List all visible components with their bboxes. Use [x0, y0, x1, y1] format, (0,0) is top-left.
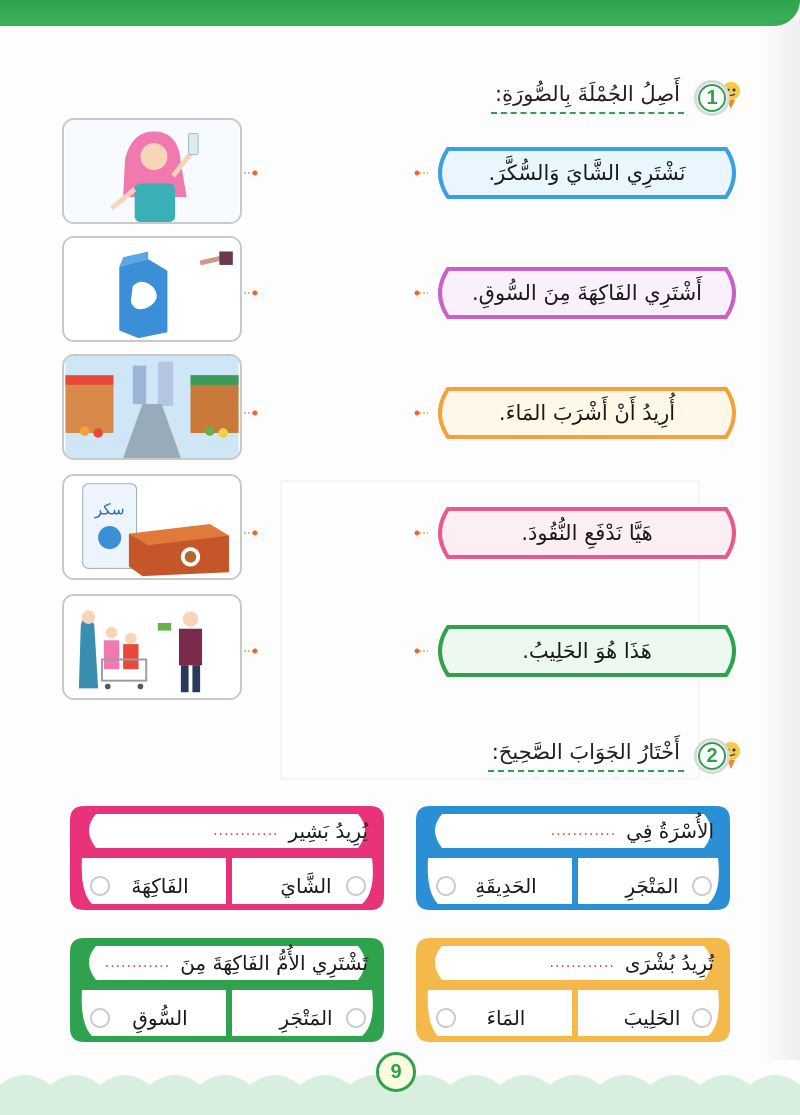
choice-2-option-1-radio[interactable] [346, 876, 366, 896]
sentence-card-4[interactable] [428, 506, 746, 560]
choice-1-option-2[interactable]: الحَدِيقَةِ [475, 874, 537, 898]
choice-4-option-2[interactable]: السُّوقِ [132, 1006, 188, 1030]
section2-number: 2 [698, 742, 726, 770]
girl-with-water-bottle-image [64, 120, 240, 222]
choice-2-option-2-radio[interactable] [90, 876, 110, 896]
picture-card-2[interactable] [62, 236, 242, 342]
sentence-text-1: نَشْتَرِي الشَّايَ وَالسُّكَّرَ. [488, 161, 686, 185]
sentence-card-3[interactable] [428, 386, 746, 440]
choice-question-text-2: يُرِيدُ بَشِير [288, 819, 368, 843]
sentence-dot-2[interactable] [414, 290, 428, 296]
choice-box-3 [412, 934, 734, 1046]
sentence-dot-1[interactable] [414, 170, 428, 176]
sentence-dot-5[interactable] [414, 648, 428, 654]
milk-carton-image [64, 238, 240, 340]
family-shopping-image [64, 596, 240, 698]
picture-dot-1[interactable] [244, 170, 258, 176]
sentence-dot-3[interactable] [414, 410, 428, 416]
picture-dot-4[interactable] [244, 530, 258, 536]
choice-box-2 [66, 802, 388, 914]
page-edge-shadow [760, 20, 800, 1060]
section2-number-badge [694, 738, 730, 774]
picture-card-3[interactable] [62, 354, 242, 460]
choice-1-option-2-radio[interactable] [436, 876, 456, 896]
market-street-image [64, 356, 240, 458]
sentence-text-5: هَذَا هُوَ الحَلِيبُ. [522, 639, 652, 663]
section2-title: أَخْتَارُ الجَوَابَ الصَّحِيحَ: [488, 740, 684, 772]
choice-question-1 [432, 814, 714, 848]
picture-card-1[interactable] [62, 118, 242, 224]
sentence-dot-4[interactable] [414, 530, 428, 536]
choice-3-option-1[interactable]: الحَلِيبَ [623, 1006, 681, 1030]
sentence-text-4: هَيَّا نَدْفَعِ النُّقُودَ. [521, 521, 653, 545]
sentence-text-3: أُرِيدُ أَنْ أَشْرَبَ المَاءَ. [498, 401, 676, 425]
choice-3-option-2-radio[interactable] [436, 1008, 456, 1028]
section1-title: أَصِلُ الجُمْلَةَ بِالصُّورَةِ: [491, 82, 684, 114]
picture-card-5[interactable] [62, 594, 242, 700]
choice-3-option-2[interactable]: المَاءَ [486, 1006, 526, 1030]
choice-2-option-2[interactable]: الفَاكِهَةَ [131, 874, 189, 898]
sentence-text-2: أَشْتَرِي الفَاكِهَةَ مِنَ السُّوقِ. [471, 281, 703, 305]
choice-2-option-1[interactable]: الشَّايَ [280, 874, 332, 898]
choice-box-1 [412, 802, 734, 914]
choice-question-2 [86, 814, 368, 848]
sugar-and-tea-image [64, 476, 240, 578]
choice-question-4 [86, 946, 368, 980]
choice-question-3 [432, 946, 714, 980]
picture-dot-3[interactable] [244, 410, 258, 416]
choice-box-4 [66, 934, 388, 1046]
choice-3-option-1-radio[interactable] [692, 1008, 712, 1028]
picture-dot-2[interactable] [244, 290, 258, 296]
choice-question-text-4: تَشْتَرِي الأُمُّ الفَاكِهَةَ مِنَ [180, 951, 368, 975]
sentence-card-1[interactable] [428, 146, 746, 200]
sentence-card-2[interactable] [428, 266, 746, 320]
choice-4-option-1[interactable]: المَتْجَرِ [279, 1006, 333, 1030]
choice-question-text-3: تُرِيدُ بُشْرَى [624, 951, 714, 975]
choice-1-option-1-radio[interactable] [692, 876, 712, 896]
answer-blank-4[interactable]: ............ [104, 955, 171, 971]
sentence-card-5[interactable] [428, 624, 746, 678]
choice-1-option-1[interactable]: المَتْجَرِ [625, 874, 679, 898]
page-number: 9 [376, 1052, 416, 1092]
sugar-label: سكر [94, 500, 125, 519]
choice-question-text-1: الأُسْرَةُ فِي [626, 819, 714, 843]
section1-number: 1 [698, 84, 726, 112]
choice-4-option-2-radio[interactable] [90, 1008, 110, 1028]
picture-card-4[interactable] [62, 474, 242, 580]
top-header-bar [0, 0, 800, 26]
choice-4-option-1-radio[interactable] [346, 1008, 366, 1028]
answer-blank-2[interactable]: ............ [213, 823, 279, 839]
picture-dot-5[interactable] [244, 648, 258, 654]
section1-header [491, 78, 730, 118]
answer-blank-1[interactable]: ............ [550, 823, 617, 839]
section2-header [488, 736, 730, 776]
section1-number-badge [694, 80, 730, 116]
answer-blank-3[interactable]: ............ [549, 955, 615, 971]
